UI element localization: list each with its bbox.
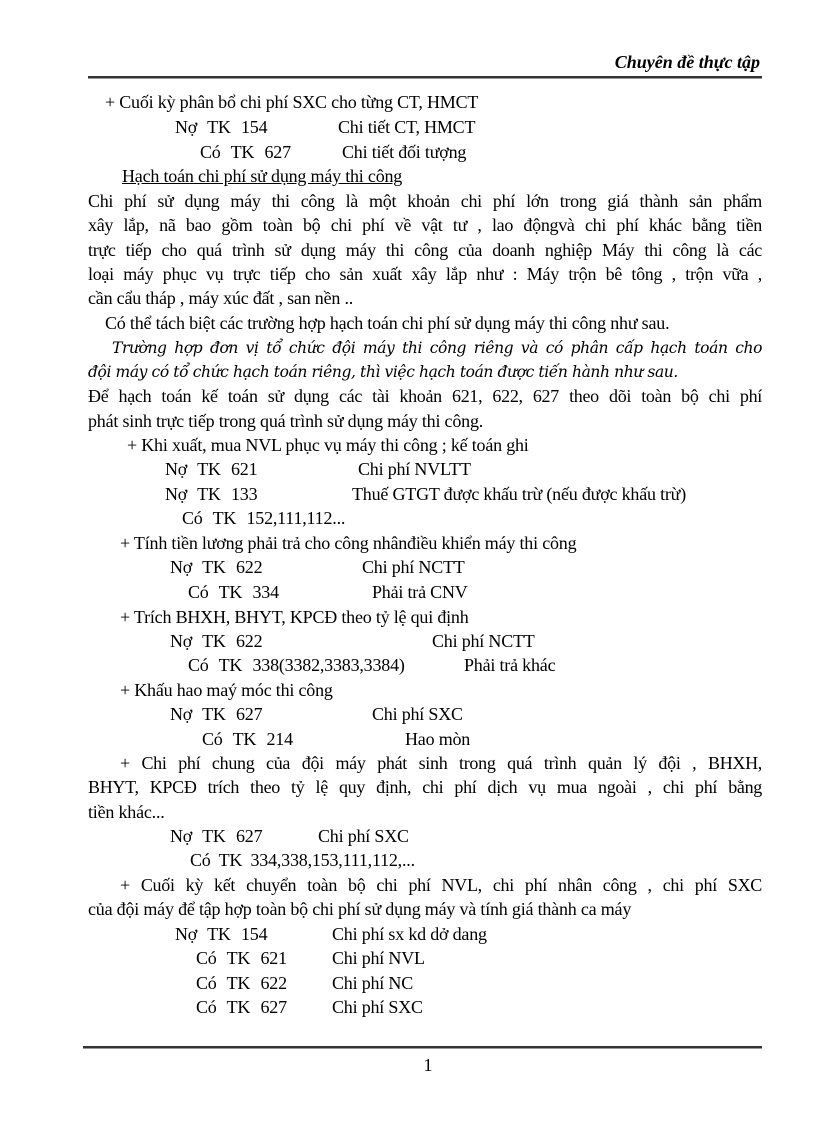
page-number: 1 [423,1055,433,1075]
entry-desc: Chi phí SXC [332,997,423,1017]
paragraph-line: Để hạch toán kế toán sử dụng các tài khoản 621, 622, 627 theo dõi toàn bộ chi phí [88,386,762,406]
entry-desc: Phải trả CNV [372,582,468,602]
paragraph-line: + Cuối kỳ kết chuyển toàn bộ chi phí NVL, chi phí nhân công , chi phí SXC [120,875,762,895]
entry-account: Nợ TK 621 [165,459,258,479]
text-line: + Trích BHXH, BHYT, KPCĐ theo tỷ lệ qui định [120,607,469,627]
entry-desc: Thuế GTGT được khấu trừ (nếu được khấu trừ) [352,484,687,504]
text-line: + Tính tiền lương phải trả cho công nhânđiều khiển máy thi công [120,533,577,553]
entry-account: Có TK 152,111,112... [182,508,346,528]
entry-desc: Chi phí NVLTT [358,459,471,479]
text-line: + Khấu hao maý móc thi công [120,680,333,700]
entry-account: Nợ TK 154 [175,924,268,944]
entry-desc: Hao mòn [405,729,471,749]
entry-account: Có TK 621 [196,948,287,968]
entry-account: Có TK 627 [200,142,291,162]
entry-account: Nợ TK 154 [175,117,268,137]
entry-account: Có TK 338(3382,3383,3384) [188,655,405,675]
paragraph-line: của đội máy để tập hợp toàn bộ chi phí sử dụng máy và tính giá thành ca máy [88,899,632,919]
entry-account: Nợ TK 627 [170,826,263,846]
paragraph-line: tiền khác... [88,802,165,822]
entry-account: Nợ TK 622 [170,631,263,651]
entry-desc: Chi phí SXC [372,704,463,724]
paragraph-line: cần cẩu tháp , máy xúc đất , san nền .. [88,288,354,308]
paragraph-line: + Chi phí chung của đội máy phát sinh trong quá trình quản lý đội , BHXH, [120,753,762,773]
italic-line: Trường hợp đơn vị tổ chức đội máy thi công riêng và có phân cấp hạch toán cho [112,339,762,357]
header-title: Chuyên đề thực tập [614,52,760,72]
entry-account: Có TK 334,338,153,111,112,... [190,850,415,870]
text-line: Có thể tách biệt các trường hợp hạch toán chi phí sử dụng máy thi công như sau. [105,313,670,333]
paragraph-line: loại máy phục vụ trực tiếp cho sản xuất xây lắp như : Máy trộn bê tông , trộn vữa , [88,264,762,284]
entry-account: Có TK 334 [188,582,279,602]
paragraph-line: phát sinh trực tiếp trong quá trình sử dụng máy thi công. [88,411,484,431]
entry-desc: Chi phí NC [332,973,414,993]
entry-account: Nợ TK 133 [165,484,258,504]
entry-account: Có TK 214 [202,729,293,749]
entry-account: Có TK 622 [196,973,287,993]
section-heading: Hạch toán chi phí sử dụng máy thi công [122,166,403,186]
header-divider [88,76,762,79]
entry-desc: Chi phí NCTT [362,557,465,577]
entry-account: Nợ TK 622 [170,557,263,577]
text-line: + Khi xuất, mua NVL phục vụ máy thi công ; kế toán ghi [127,435,529,455]
entry-desc: Chi phí SXC [318,826,409,846]
paragraph-line: trực tiếp cho quá trình sử dụng máy thi công của doanh nghiệp Máy thi công là các [88,240,762,260]
entry-desc: Chi phí sx kd dở dang [332,924,487,944]
entry-account: Nợ TK 627 [170,704,263,724]
entry-desc: Chi phí NVL [332,948,425,968]
paragraph-line: BHYT, KPCĐ trích theo tỷ lệ quy định, chi phí dịch vụ mua ngoài , chi phí bằng [88,777,762,797]
paragraph-line: Chi phí sử dụng máy thi công là một khoản chi phí lớn trong giá thành sản phẩm [88,191,762,211]
italic-line: đội máy có tổ chức hạch toán riêng, thì việc hạch toán được tiến hành như sau. [88,363,678,381]
entry-desc: Chi tiết CT, HMCT [338,117,476,137]
footer-divider [83,1046,762,1049]
paragraph-line: xây lắp, nã bao gồm toàn bộ chi phí về vật tư , lao độngvà chi phí khác bằng tiền [88,215,762,235]
entry-desc: Chi tiết đối tượng [342,142,467,162]
entry-desc: Phải trả khác [464,655,556,675]
text-line: + Cuối kỳ phân bổ chi phí SXC cho từng CT, HMCT [105,92,479,112]
entry-desc: Chi phí NCTT [432,631,535,651]
entry-account: Có TK 627 [196,997,287,1017]
